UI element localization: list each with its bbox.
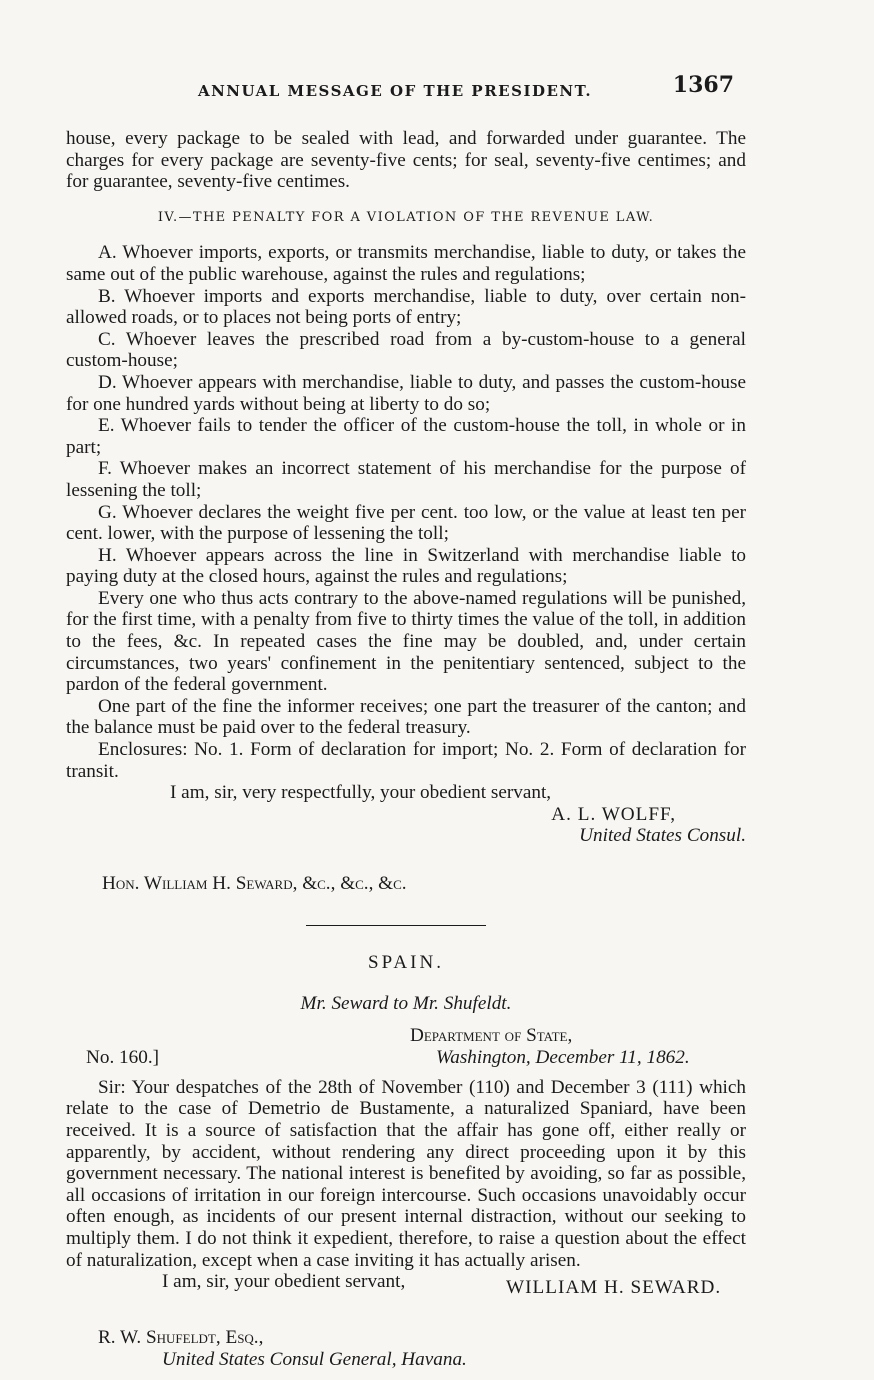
letter2-signer: WILLIAM H. SEWARD. [506,1277,722,1299]
clause-b: B. Whoever imports and exports merchandise, liable to duty, over certain non-allowed roads, or to places not being ports of entry; [66,285,746,329]
clause-f: F. Whoever makes an incorrect statement of his merchandise for the purpose of lessening the toll; [66,458,746,501]
letter2-recipient: R. W. Shufeldt, Esq., [98,1327,264,1349]
page-number: 1367 [672,72,734,98]
clause-g: G. Whoever declares the weight five per cent. too low, or the value at least ten per cent. lower, with the purpose of lessening the toll; [66,501,746,545]
clause-a: A. Whoever imports, exports, or transmits merchandise, liable to duty, or takes the same out of the public warehouse, against the rules and regulations; [66,242,746,285]
letter2-closing: I am, sir, your obedient servant, [162,1271,406,1293]
clause-c: C. Whoever leaves the prescribed road from a by-custom-house to a general custom-house; [66,328,746,372]
clause-e: E. Whoever fails to tender the officer of the custom-house the toll, in whole or in part; [66,415,746,458]
fine-division-paragraph: One part of the fine the informer receives; one part the treasurer of the canton; and the balance must be paid over to the federal treasury. [66,695,746,739]
letter1-signer: A. L. WOLFF, [551,803,676,825]
body-column [66,128,746,1370]
letter2-signature-row [66,1271,746,1297]
letter1-closing: I am, sir, very respectfully, your obedient servant, [170,782,552,804]
letter1-signer-title: United States Consul. [579,825,746,847]
letter2-body: Sir: Your despatches of the 28th of November (110) and December 3 (111) which relate to the case of Demetrio de Bustamente, a naturalized Spaniard, have been received. It is a source of satisfaction that the affair has gone off, either really or apparently, by accident, without rendering any direct proceeding upon it by this government necessary. The national interest is benefited by avoiding, so far as possible, all occasions of irritation in our foreign intercourse. Such occasions unavoidably occur often enough, as incidents of our present internal distraction, without our seeking to multiply them. I do not think it expedient, therefore, to raise a question about the effect of naturalization, except when a case inviting it has actually arisen. [66,1076,746,1271]
section-heading: IV.—THE PENALTY FOR A VIOLATION OF THE REVENUE LAW. [157,209,655,225]
letter2-recipient-title: United States Consul General, Havana. [162,1348,467,1370]
letter1-addressee: Hon. William H. Seward, &c., &c., &c. [102,873,407,894]
department-name: Department of State, [410,1024,573,1046]
running-head: ANNUAL MESSAGE OF THE PRESIDENT. [197,82,593,100]
despatch-number: No. 160.] [86,1046,160,1068]
penalty-paragraph: Every one who thus acts contrary to the above-named regulations will be punished, for the first time, with a penalty from five to thirty times the value of the toll, in addition to the fees, &c. In repeated cases the fine may be doubled, and, under certain circumstances, two years' confinement in the penitentiary sentenced, subject to the pardon of the federal government. [66,587,746,696]
letter2-date: Washington, December 11, 1862. [436,1046,690,1068]
clause-d: D. Whoever appears with merchandise, liable to duty, and passes the custom-house for one hundred yards without being at liberty to do so; [66,371,746,415]
country-heading: SPAIN. [368,951,444,973]
letter2-subheading: Mr. Seward to Mr. Shufeldt. [300,993,512,1015]
enclosures-paragraph: Enclosures: No. 1. Form of declaration for import; No. 2. Form of declaration for transit. [66,739,746,782]
letter2-dateline [66,1025,746,1069]
page-header [0,72,874,112]
intro-paragraph: house, every package to be sealed with lead, and forwarded under guarantee. The charges for every package are seventy-five cents; for seal, seventy-five centimes; and for guarantee, seventy-five centimes. [66,128,746,193]
clause-h: H. Whoever appears across the line in Switzerland with merchandise liable to paying duty at the closed hours, against the rules and regulations; [66,544,746,588]
section-divider [306,925,486,926]
